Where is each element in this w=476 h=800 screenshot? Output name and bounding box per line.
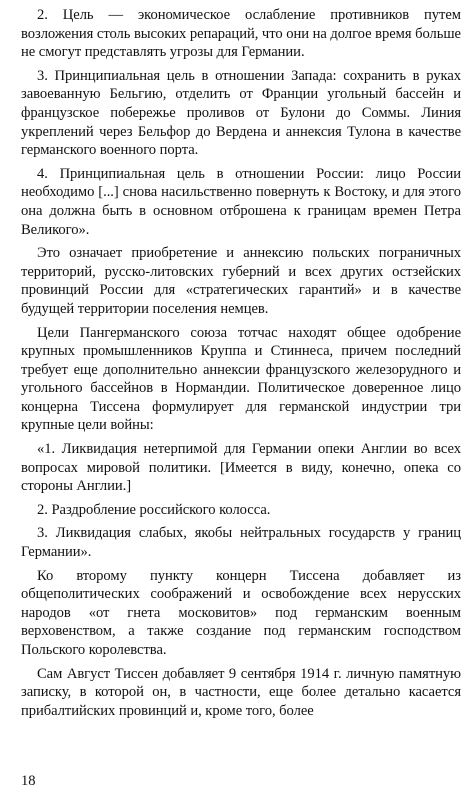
paragraph-war-goal-1: «1. Ликвидация нетерпимой для Германии опеки Англии во всех вопросах мировой политики. [Имеется в виду, конечно, опека со стороны Англии.] [21,441,461,495]
paragraph-goal-2: 2. Цель — экономическое ослабление противников путем возложения столь высоких репараций, что они на долгое время больше не смогут представлять угрозы для Германии. [21,7,461,61]
paragraph-thyssen-concern: Ко второму пункту концерн Тиссена добавляет из общеполитических соображений и освобождение всех нерусских народов «от гнета московитов» под германским военным верховенством, а также создание под германским господством Польского королевства. [21,567,461,658]
paragraph-annexation: Это означает приобретение и аннексию польских пограничных территорий, русско-литовских губерний и всех других остзейских провинций России для «стратегических гарантий» и в качестве будущей территории поселения немцев. [21,245,461,317]
paragraph-goal-4-russia: 4. Принципиальная цель в отношении России: лицо России необходимо [...] снова насильственно повернуть к Востоку, и для этого она должна быть в основном отброшена к границам времен Петра Великого». [21,165,461,238]
paragraph-war-goal-2: 2. Раздробление российского колосса. [37,501,271,518]
page-number: 18 [21,773,36,789]
paragraph-august-thyssen: Сам Август Тиссен добавляет 9 сентября 1914 г. личную памятную записку, в которой он, в частности, еще более детально касается прибалтийских провинций и, кроме того, более [21,665,461,719]
paragraph-war-goal-3: 3. Ликвидация слабых, якобы нейтральных государств у границ Германии». [21,525,461,561]
paragraph-industrialists: Цели Пангерманского союза тотчас находят общее одобрение крупных промышленников Круппа и Стиннеса, причем последний требует еще дополнительно аннексии французского железорудного и угольного бассейнов в Нормандии. Политическое доверенное лицо концерна Тиссена формулирует для германской индустрии три крупные цели войны: [21,324,461,434]
book-page [21,6,461,796]
paragraph-goal-3-west: 3. Принципиальная цель в отношении Запада: сохранить в руках завоеванную Бельгию, отделить от Франции угольный бассейн и французское побережье проливов от Булони до Соммы. Линия укреплений через Бельфор до Вердена и аннексия Тулона в качестве германского военного порта. [21,67,461,159]
